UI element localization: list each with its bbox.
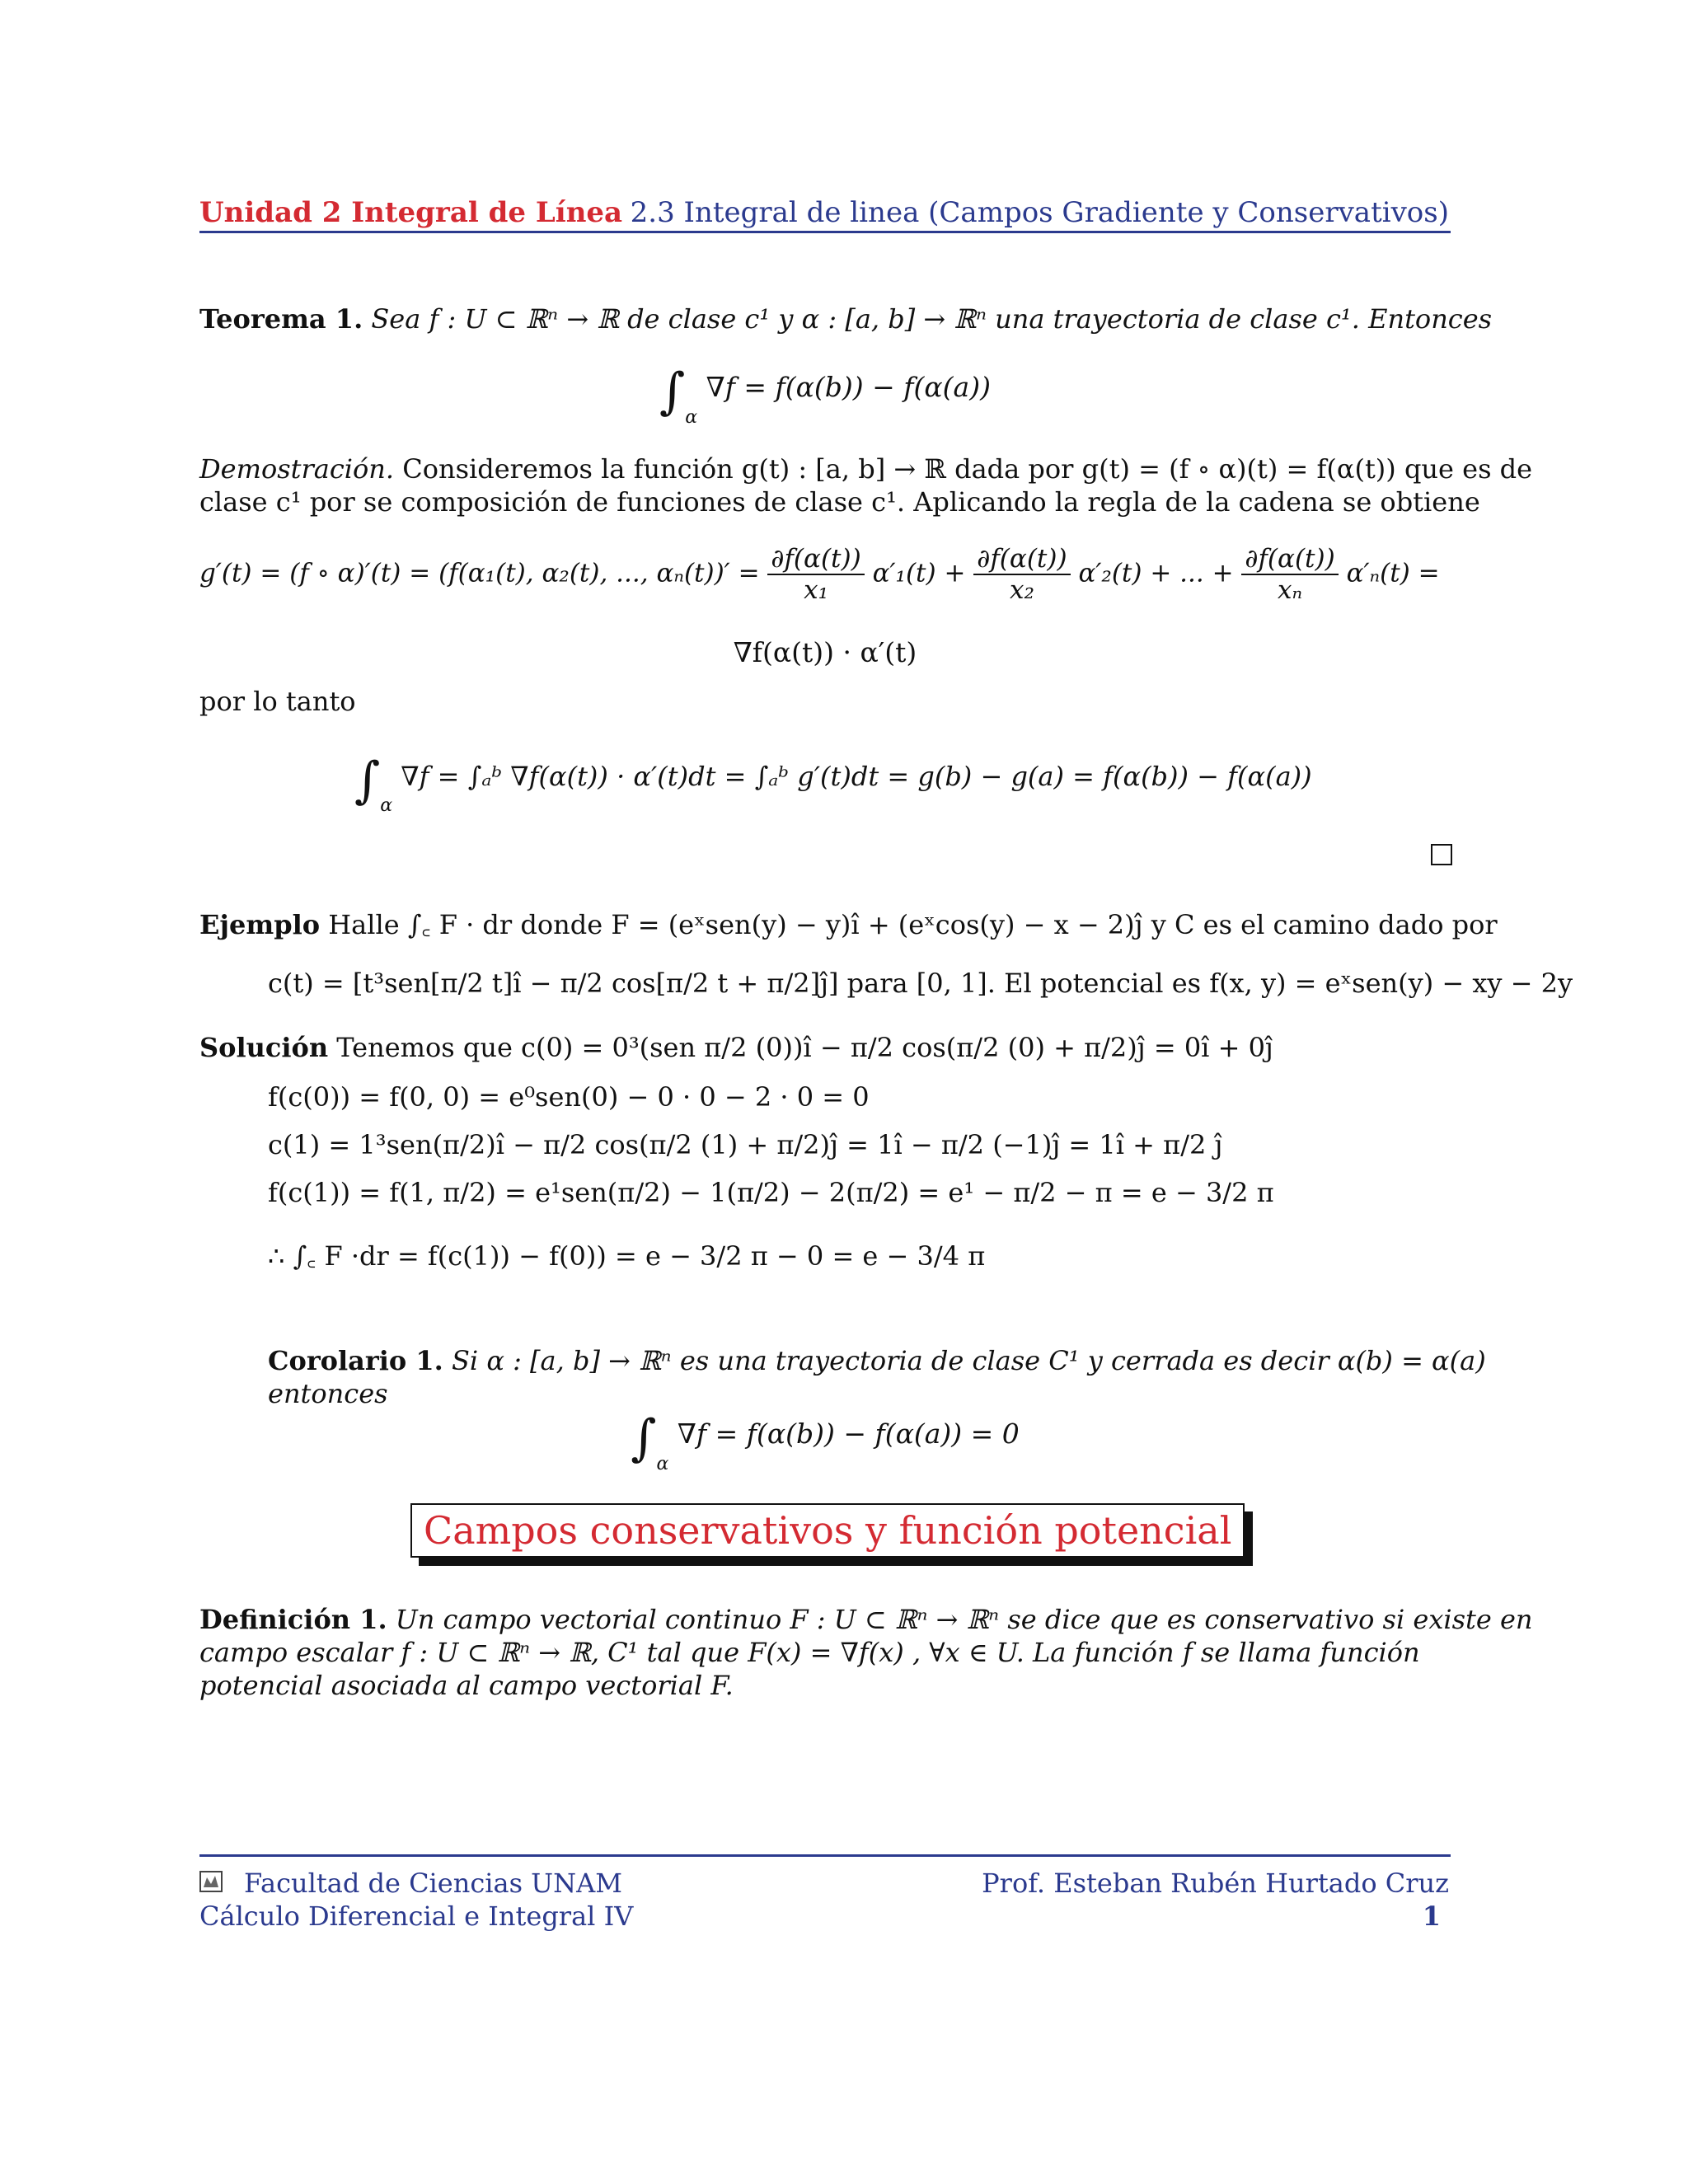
chain-frac-n: $\frac{\partial f(\alpha(t))}{\text{xₙ}}$: [1241, 544, 1338, 605]
definition-line-3: potencial asociada al campo vectorial F.: [199, 1670, 734, 1701]
solution-line-5: ∴ ∫꜀ F ·dr = f(c(1)) − f(0)) = e − 3/2 π − 0 = e − 3/4 π: [268, 1240, 986, 1272]
solution-line-4: f(c(1)) = f(1, π/2) = e¹sen(π/2) − 1(π/2) − 2(π/2) = e¹ − π/2 − π = e − 3/2 π: [268, 1177, 1274, 1208]
corollary-formula-body: ∇f = f(α(b)) − f(α(a)) = 0: [677, 1418, 1020, 1450]
chain-rule-equation: [199, 544, 1440, 605]
section-title-box: Campos conservativos y función potencial: [410, 1503, 1245, 1558]
theorem-formula: [199, 363, 1451, 428]
corollary-text-1: Si α : [a, b] → ℝⁿ es una trayectoria de clase C¹ y cerrada es decir α(b) = α(a): [451, 1345, 1486, 1376]
header-section-title: 2.3 Integral de linea (Campos Gradiente y Conservativos): [630, 196, 1449, 229]
corollary-formula: [199, 1409, 1451, 1474]
example-line-2: c(t) = [t³sen[π/2 t]î − π/2 cos[π/2 t + π/2]ĵ] para [0, 1]. El potencial es f(x, y) = eˣsen(y) − xy − 2y: [268, 968, 1573, 999]
definition-line-1: [199, 1604, 1533, 1635]
chain-left: g′(t) = (f ∘ α)′(t) = (f(α₁(t), α₂(t), ..., αₙ(t))′ =: [199, 558, 760, 588]
integral-sign: ∫: [659, 363, 686, 420]
proof-line-2: clase c¹ por se composición de funciones de clase c¹. Aplicando la regla de la cadena se obtiene: [199, 486, 1480, 518]
example-text-1: Halle ∫꜀ F · dr donde F = (eˣsen(y) − y)î + (eˣcos(y) − x − 2)ĵ y C es el camino dado por: [328, 909, 1498, 940]
proof-final-body: ∇f = ∫ₐᵇ ∇f(α(t)) · α′(t)dt = ∫ₐᵇ g′(t)dt = g(b) − g(a) = f(α(b)) − f(α(a)): [401, 761, 1312, 792]
definition-text-1: Un campo vectorial continuo F : U ⊂ ℝⁿ → ℝⁿ se dice que es conservativo si existe en: [395, 1604, 1533, 1635]
unam-logo-icon: [199, 1871, 223, 1892]
footer-rule: [199, 1854, 1451, 1857]
integral-sign: ∫: [354, 752, 381, 809]
footer-professor: Prof. Esteban Rubén Hurtado Cruz: [982, 1868, 1449, 1899]
corollary-label: Corolario 1.: [268, 1345, 443, 1376]
header-unit-title: Unidad 2 Integral de Línea: [199, 196, 623, 229]
corollary-line-2: entonces: [268, 1378, 388, 1409]
qed-square: [1431, 844, 1452, 865]
chain-term-n: α′ₙ(t) =: [1346, 558, 1440, 588]
chain-frac-1: $\frac{\partial f(\alpha(t))}{\text{x₁}}$: [767, 544, 864, 605]
theorem-text: Sea f : U ⊂ ℝⁿ → ℝ de clase c¹ y α : [a, b] → ℝⁿ una trayectoria de clase c¹. Entonces: [371, 303, 1493, 335]
corollary-line-1: [268, 1345, 1486, 1376]
proof-line-1: [199, 453, 1532, 485]
chain-term-2: α′₂(t) + ... +: [1078, 558, 1234, 588]
page-number: 1: [1422, 1900, 1441, 1932]
solution-text-1: Tenemos que c(0) = 0³(sen π/2 (0))î − π/2 cos(π/2 (0) + π/2)ĵ = 0î + 0ĵ: [336, 1032, 1273, 1063]
integral-subscript: α: [380, 795, 393, 817]
theorem-formula-body: ∇f = f(α(b)) − f(α(a)): [706, 371, 991, 403]
integral-subscript: α: [685, 406, 698, 428]
solution-line-2: f(c(0)) = f(0, 0) = e⁰sen(0) − 0 · 0 − 2 · 0 = 0: [268, 1081, 870, 1113]
chain-result: ∇f(α(t)) · α′(t): [733, 636, 917, 668]
integral-subscript: α: [656, 1453, 669, 1474]
header-rule: [199, 231, 1451, 233]
definition-label: Definición 1.: [199, 1604, 387, 1635]
proof-text-1: Consideremos la función g(t) : [a, b] → ℝ dada por g(t) = (f ∘ α)(t) = f(α(t)) que es de: [402, 453, 1533, 485]
example-line-1: [199, 907, 1498, 942]
footer-course: Cálculo Diferencial e Integral IV: [199, 1900, 634, 1932]
proof-label: Demostración.: [199, 453, 395, 485]
definition-line-2: campo escalar f : U ⊂ ℝⁿ → ℝ, C¹ tal que F(x) = ∇f(x) , ∀x ∈ U. La función f se llama función: [199, 1637, 1420, 1668]
example-label: Ejemplo: [199, 909, 321, 940]
solution-label: Solución: [199, 1032, 329, 1063]
por-lo-tanto: por lo tanto: [199, 686, 356, 717]
chain-term-1: α′₁(t) +: [872, 558, 966, 588]
solution-line-1: [199, 1032, 1273, 1063]
proof-final-equation: [354, 752, 1312, 817]
chain-frac-2: $\frac{\partial f(\alpha(t))}{\text{x₂}}$: [973, 544, 1070, 605]
footer-faculty: Facultad de Ciencias UNAM: [244, 1868, 622, 1899]
theorem-statement: [199, 303, 1492, 335]
solution-line-3: c(1) = 1³sen(π/2)î − π/2 cos(π/2 (1) + π/2)ĵ = 1î − π/2 (−1)ĵ = 1î + π/2 ĵ: [268, 1129, 1223, 1160]
theorem-label: Teorema 1.: [199, 303, 363, 335]
integral-sign: ∫: [631, 1409, 657, 1467]
